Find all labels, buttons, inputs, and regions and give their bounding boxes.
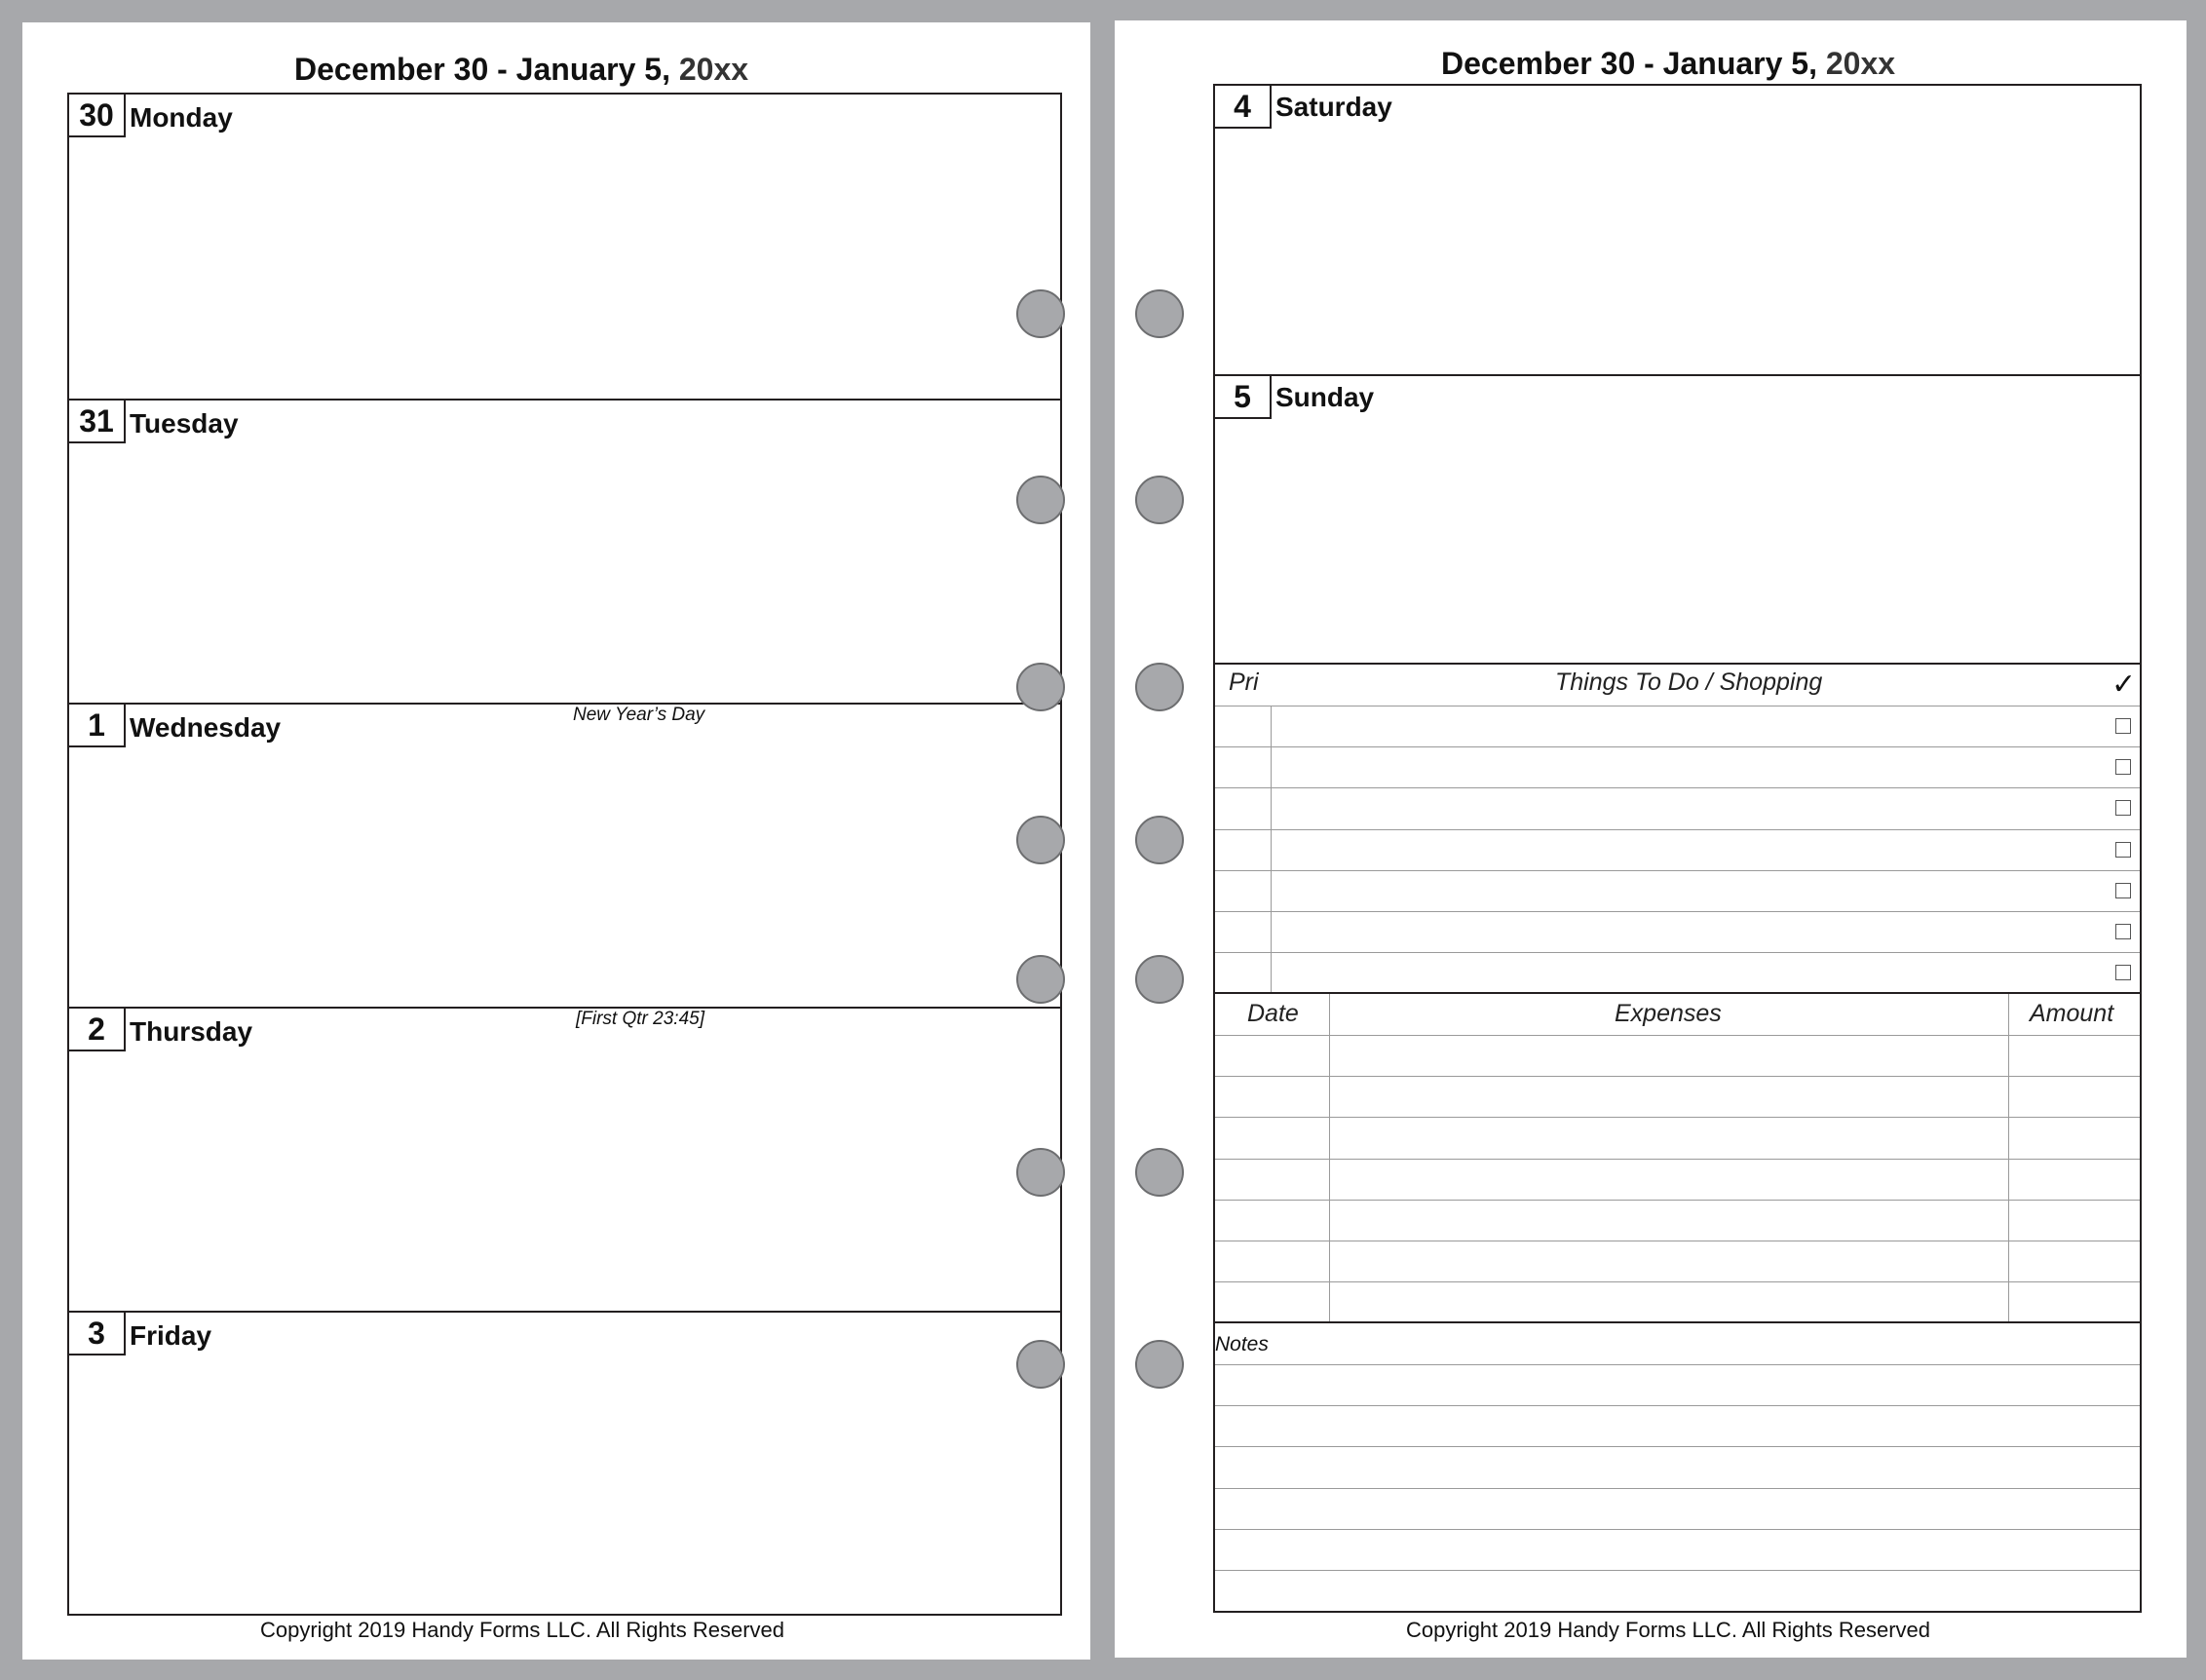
day-block-friday[interactable]: [69, 1313, 1060, 1614]
moon-phase-note: [First Qtr 23:45]: [576, 1009, 704, 1029]
binder-hole: [1016, 476, 1065, 524]
day-name: Saturday: [1275, 92, 1392, 122]
todo-row[interactable]: [1272, 706, 2100, 745]
notes-section[interactable]: [1215, 1323, 2140, 1611]
day-name: Thursday: [130, 1016, 253, 1047]
right-page: [1115, 20, 2187, 1658]
day-name: Wednesday: [130, 712, 282, 743]
expense-row[interactable]: [1215, 1282, 2140, 1321]
expense-row[interactable]: [1215, 1077, 2140, 1116]
day-name: Monday: [130, 102, 233, 133]
todo-pri-header: Pri: [1229, 668, 1259, 696]
left-day-grid: [67, 93, 1062, 1616]
holiday-note: New Year’s Day: [573, 705, 705, 725]
binder-hole: [1135, 816, 1184, 864]
binder-hole: [1135, 663, 1184, 711]
right-page-title: December 30 - January 5, 20xx: [1441, 46, 1896, 81]
right-grid: [1213, 84, 2142, 1613]
expense-row[interactable]: [1215, 1201, 2140, 1240]
copyright-text: Copyright 2019 Handy Forms LLC. All Rights Reserved: [1406, 1618, 1931, 1642]
binder-hole: [1135, 1340, 1184, 1389]
notes-row-line: [1215, 1405, 2140, 1406]
todo-checkbox[interactable]: [2115, 759, 2131, 775]
day-block-wednesday[interactable]: [69, 705, 1060, 1007]
todo-row[interactable]: [1272, 788, 2100, 827]
day-number: 2: [69, 1009, 126, 1051]
todo-section: [1215, 665, 2140, 992]
notes-row-line: [1215, 1488, 2140, 1489]
left-page: [22, 22, 1090, 1660]
left-page-title: December 30 - January 5, 20xx: [294, 52, 749, 87]
binder-gap: [1090, 0, 1115, 1680]
notes-row-line: [1215, 1446, 2140, 1447]
expenses-date-header: Date: [1247, 1000, 1299, 1027]
day-number: 5: [1215, 376, 1272, 419]
todo-checkbox[interactable]: [2115, 883, 2131, 898]
expense-row[interactable]: [1215, 1160, 2140, 1199]
binder-hole: [1135, 1148, 1184, 1197]
todo-row[interactable]: [1272, 871, 2100, 910]
binder-hole: [1135, 289, 1184, 338]
expense-row[interactable]: [1215, 1241, 2140, 1280]
binder-hole: [1016, 663, 1065, 711]
binder-hole: [1016, 289, 1065, 338]
day-number: 3: [69, 1313, 126, 1355]
todo-title-header: Things To Do / Shopping: [1555, 668, 1823, 696]
todo-row[interactable]: [1272, 912, 2100, 951]
todo-checkbox[interactable]: [2115, 965, 2131, 980]
todo-row[interactable]: [1272, 747, 2100, 786]
day-name: Sunday: [1275, 382, 1375, 412]
binder-hole: [1016, 1148, 1065, 1197]
day-name: Tuesday: [130, 408, 239, 439]
check-icon: ✓: [2111, 668, 2137, 701]
day-number: 30: [69, 95, 126, 137]
todo-checkbox[interactable]: [2115, 924, 2131, 939]
day-block-thursday[interactable]: [69, 1009, 1060, 1311]
copyright-text: Copyright 2019 Handy Forms LLC. All Rights Reserved: [260, 1618, 785, 1642]
notes-row-line: [1215, 1529, 2140, 1530]
day-name: Friday: [130, 1320, 212, 1351]
todo-checkbox[interactable]: [2115, 800, 2131, 816]
day-block-sunday[interactable]: [1215, 376, 2140, 663]
binder-hole: [1135, 955, 1184, 1004]
expenses-amount-header: Amount: [2030, 1000, 2114, 1027]
expenses-title-header: Expenses: [1615, 1000, 1722, 1027]
todo-checkbox[interactable]: [2115, 718, 2131, 734]
day-block-monday[interactable]: [69, 95, 1060, 399]
day-number: 1: [69, 705, 126, 747]
day-number: 4: [1215, 86, 1272, 129]
todo-checkbox[interactable]: [2115, 842, 2131, 858]
binder-hole: [1016, 816, 1065, 864]
binder-hole: [1135, 476, 1184, 524]
notes-row-line: [1215, 1570, 2140, 1571]
day-number: 31: [69, 401, 126, 443]
day-block-saturday[interactable]: [1215, 86, 2140, 374]
expense-row[interactable]: [1215, 1118, 2140, 1157]
todo-row[interactable]: [1272, 953, 2100, 992]
expense-row[interactable]: [1215, 1036, 2140, 1075]
binder-hole: [1016, 955, 1065, 1004]
notes-row-line: [1215, 1364, 2140, 1365]
binder-hole: [1016, 1340, 1065, 1389]
day-block-tuesday[interactable]: [69, 401, 1060, 703]
notes-label: Notes: [1215, 1333, 1269, 1355]
expenses-section: [1215, 994, 2140, 1321]
todo-row[interactable]: [1272, 830, 2100, 869]
